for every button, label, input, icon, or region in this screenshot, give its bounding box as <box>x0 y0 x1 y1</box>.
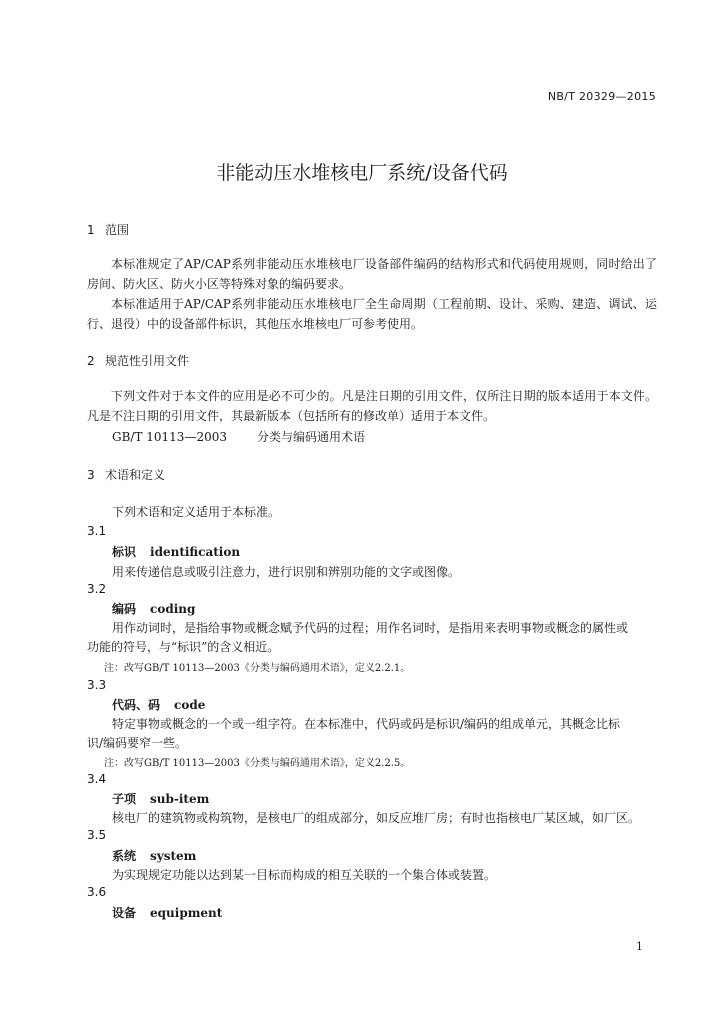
section-number: 3 <box>87 468 95 482</box>
term <box>112 696 205 713</box>
section-3-intro: 下列术语和定义适用于本标准。 <box>112 505 281 519</box>
term-zh: 设备 <box>112 906 137 920</box>
section-1-paragraph-2: 本标准适用于AP/CAP系列非能动压水堆核电厂全生命周期（工程前期、设计、采购、建造、调试、运行、退役）中的设备部件标识，其他压水堆核电厂可参考使用。 <box>87 297 657 331</box>
term <box>112 600 195 617</box>
term-zh: 标识 <box>112 545 137 559</box>
term-zh: 子项 <box>112 792 137 806</box>
section-title: 术语和定义 <box>105 468 166 482</box>
term-definition: 为实现规定功能以达到某一目标而构成的相互关联的一个集合体或装置。 <box>112 868 497 882</box>
section-2-paragraph-1: 下列文件对于本文件的应用是必不可少的。凡是注日期的引用文件，仅所注日期的版本适用于本文件。凡是不注日期的引用文件，其最新版本（包括所有的修改单）适用于本文件。 <box>87 389 657 423</box>
section-number: 1 <box>87 223 95 237</box>
term-definition-continued: 功能的符号，与“标识”的含义相近。 <box>87 640 280 654</box>
section-title: 规范性引用文件 <box>105 354 190 368</box>
term-note: 注：改写GB/T 10113—2003《分类与编码通用术语》，定义2.2.1。 <box>104 663 411 674</box>
clause-number: 3.4 <box>87 772 107 786</box>
document-title: 非能动压水堆核电厂系统/设备代码 <box>216 162 508 184</box>
clause-number: 3.3 <box>87 678 107 692</box>
term-definition: 特定事物或概念的一个或一组字符。在本标准中，代码或码是标识/编码的组成单元，其概念比标 <box>112 717 621 731</box>
normative-reference <box>112 428 365 445</box>
term <box>112 790 209 807</box>
term-en: code <box>174 698 206 712</box>
term-en: identification <box>150 545 241 559</box>
clause-number: 3.6 <box>87 885 107 899</box>
term-definition: 用来传递信息或吸引注意力，进行识别和辨别功能的文字或图像。 <box>112 565 461 579</box>
section-3-heading <box>87 466 165 483</box>
section-2-heading <box>87 352 189 369</box>
term-en: sub-item <box>150 792 210 806</box>
term-note: 注：改写GB/T 10113—2003《分类与编码通用术语》，定义2.2.5。 <box>104 758 411 769</box>
term-en: coding <box>150 602 196 616</box>
term-en: equipment <box>150 906 223 920</box>
page-number: 1 <box>636 940 643 953</box>
section-1-paragraph-1: 本标准规定了AP/CAP系列非能动压水堆核电厂设备部件编码的结构形式和代码使用规则，同时给出了房间、防火区、防火小区等特殊对象的编码要求。 <box>87 257 657 291</box>
term-zh: 系统 <box>112 849 137 863</box>
clause-number: 3.2 <box>87 582 107 596</box>
term <box>112 543 240 560</box>
section-number: 2 <box>87 354 95 368</box>
section-title: 范围 <box>105 223 130 237</box>
reference-title: 分类与编码通用术语 <box>256 430 365 444</box>
term-en: system <box>150 849 197 863</box>
term <box>112 847 196 864</box>
standard-number: NB/T 20329—2015 <box>547 90 656 103</box>
term-zh: 代码、码 <box>112 698 161 712</box>
clause-number: 3.5 <box>87 828 107 842</box>
term-definition-continued: 识/编码要窄一些。 <box>87 736 188 750</box>
term <box>112 904 222 921</box>
term-definition: 用作动词时，是指给事物或概念赋予代码的过程；用作名词时，是指用来表明事物或概念的属性或 <box>112 621 629 635</box>
reference-code: GB/T 10113—2003 <box>112 430 227 444</box>
term-definition: 核电厂的建筑物或构筑物，是核电厂的组成部分，如反应堆厂房；有时也指核电厂某区域，如厂区。 <box>112 811 641 825</box>
term-zh: 编码 <box>112 602 137 616</box>
section-1-heading <box>87 221 129 238</box>
clause-number: 3.1 <box>87 524 107 538</box>
